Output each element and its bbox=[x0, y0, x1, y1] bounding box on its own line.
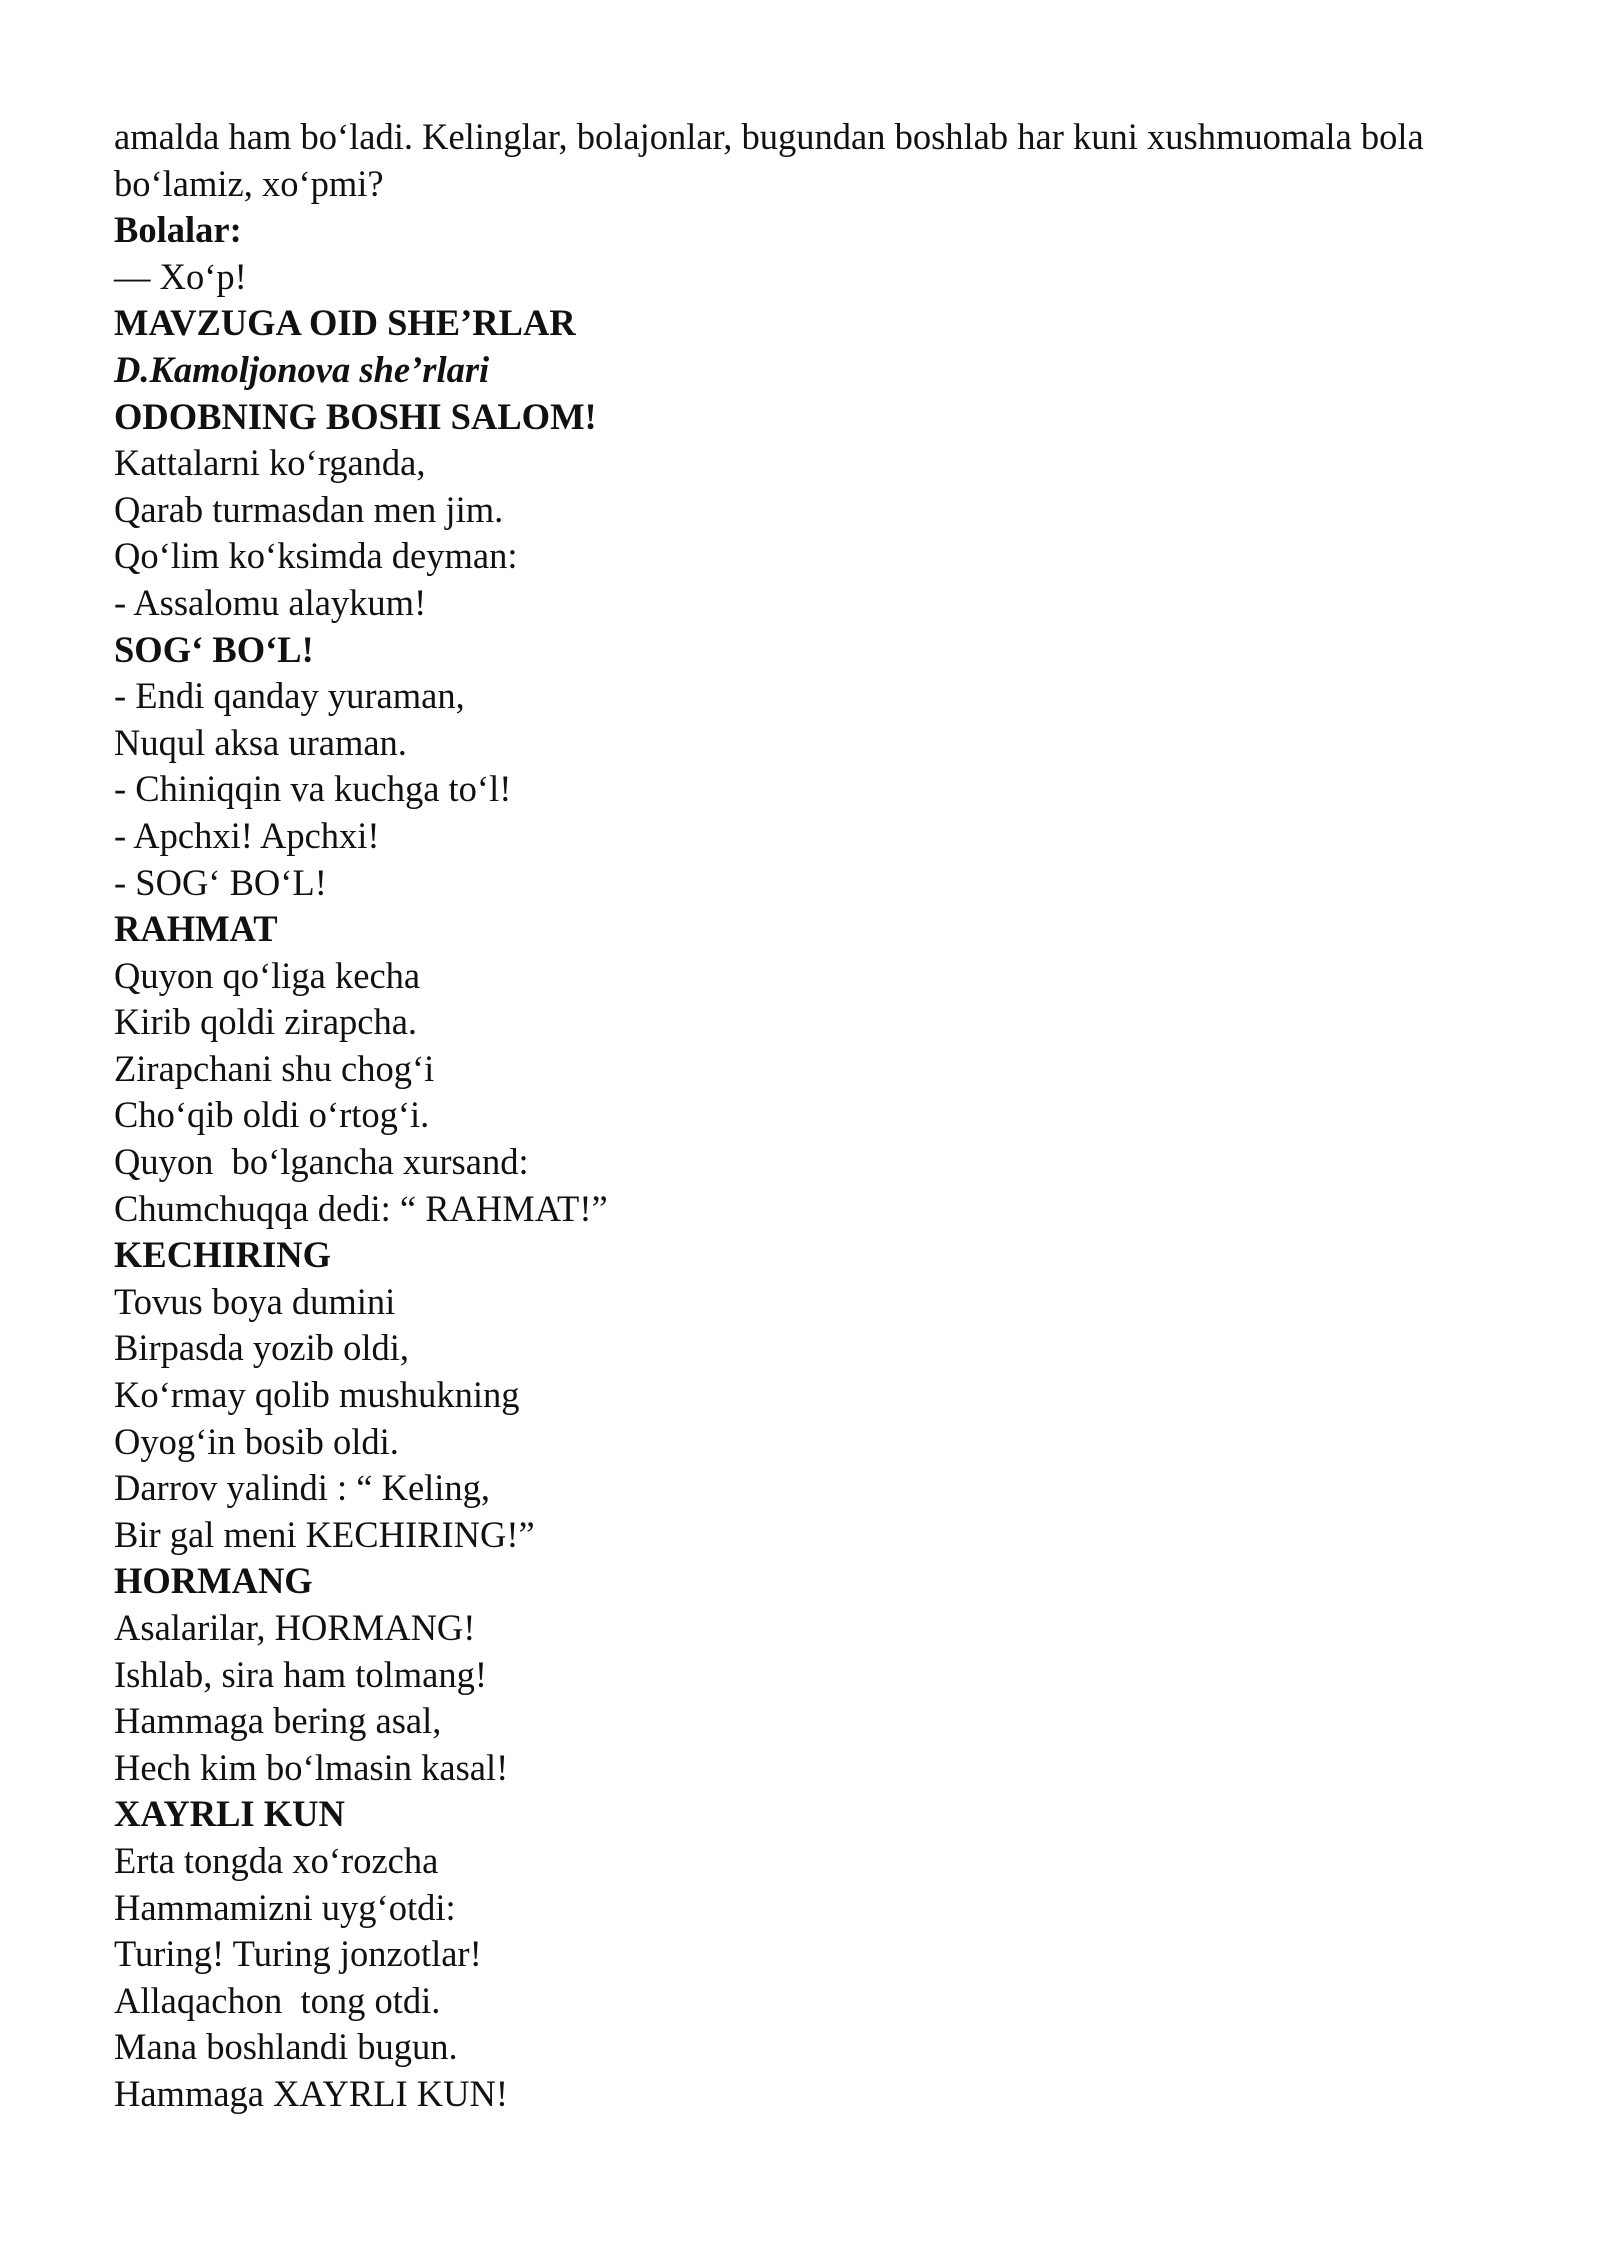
author-subheading: D.Kamoljonova she’rlari bbox=[114, 348, 490, 390]
poem-line: Qarab turmasdan men jim. bbox=[114, 488, 504, 530]
section-heading: MAVZUGA OID SHE’RLAR bbox=[114, 302, 576, 344]
poem-line: - Apchxi! Apchxi! bbox=[114, 814, 380, 856]
poem-line: Hammamizni uyg‘otdi: bbox=[114, 1886, 456, 1928]
poem-line: - Endi qanday yuraman, bbox=[114, 675, 465, 717]
poem-line: Darrov yalindi : “ Keling, bbox=[114, 1467, 491, 1509]
poem-line: Chumchuqqa dedi: “ RAHMAT!” bbox=[114, 1187, 608, 1229]
poem-title: SOG‘ BO‘L! bbox=[114, 628, 314, 670]
speaker-label: Bolalar: bbox=[114, 209, 242, 251]
poem-line: Nuqul aksa uraman. bbox=[114, 721, 407, 763]
poem-line: Mana boshlandi bugun. bbox=[114, 2026, 458, 2068]
poem-line: Ishlab, sira ham tolmang! bbox=[114, 1653, 488, 1695]
poem-line: Erta tongda xo‘rozcha bbox=[114, 1839, 439, 1881]
poem-line: Bir gal meni KECHIRING!” bbox=[114, 1513, 535, 1555]
poem-line: - SOG‘ BO‘L! bbox=[114, 861, 327, 903]
poem-line: Tovus boya dumini bbox=[114, 1280, 396, 1322]
poem-line: Birpasda yozib oldi, bbox=[114, 1327, 409, 1369]
poem-line: Asalarilar, HORMANG! bbox=[114, 1607, 476, 1648]
poem-title: ODOBNING BOSHI SALOM! bbox=[114, 395, 597, 437]
poem-line: Hammaga bering asal, bbox=[114, 1700, 442, 1742]
document-page bbox=[114, 114, 1514, 2118]
poem-line: Zirapchani shu chog‘i bbox=[114, 1047, 435, 1089]
poem-line: Quyon bo‘lgancha xursand: bbox=[114, 1141, 529, 1183]
poem-line: Ko‘rmay qolib mushukning bbox=[114, 1374, 520, 1416]
poem-line: Qo‘lim ko‘ksimda deyman: bbox=[114, 535, 518, 577]
poem-line: Oyog‘in bosib oldi. bbox=[114, 1420, 399, 1462]
poem-line: Hammaga XAYRLI KUN! bbox=[114, 2072, 508, 2114]
poem-line: - Chiniqqin va kuchga to‘l! bbox=[114, 768, 512, 810]
poem-line: Cho‘qib oldi o‘rtog‘i. bbox=[114, 1094, 430, 1136]
body-text-line: bo‘lamiz, xo‘pmi? bbox=[114, 162, 384, 204]
poem-line: Allaqachon tong otdi. bbox=[114, 1979, 441, 2021]
poem-line: Turing! Turing jonzotlar! bbox=[114, 1933, 482, 1975]
poem-line: Kattalarni ko‘rganda, bbox=[114, 442, 426, 484]
poem-line: Kirib qoldi zirapcha. bbox=[114, 1001, 418, 1043]
poem-line: Quyon qo‘liga kecha bbox=[114, 954, 421, 996]
poem-line: - Assalomu alaykum! bbox=[114, 581, 427, 623]
poem-title: KECHIRING bbox=[114, 1234, 332, 1276]
poem-title: XAYRLI KUN bbox=[114, 1793, 345, 1835]
poem-line: Hech kim bo‘lmasin kasal! bbox=[114, 1746, 509, 1788]
poem-title: RAHMAT bbox=[114, 908, 278, 950]
body-text-line: amalda ham bo‘ladi. Kelinglar, bolajonlar, bugundan boshlab har kuni xushmuomala bola bbox=[114, 116, 1424, 157]
dialogue-line: — Xo‘p! bbox=[114, 255, 247, 297]
poem-title: HORMANG bbox=[114, 1560, 313, 1602]
